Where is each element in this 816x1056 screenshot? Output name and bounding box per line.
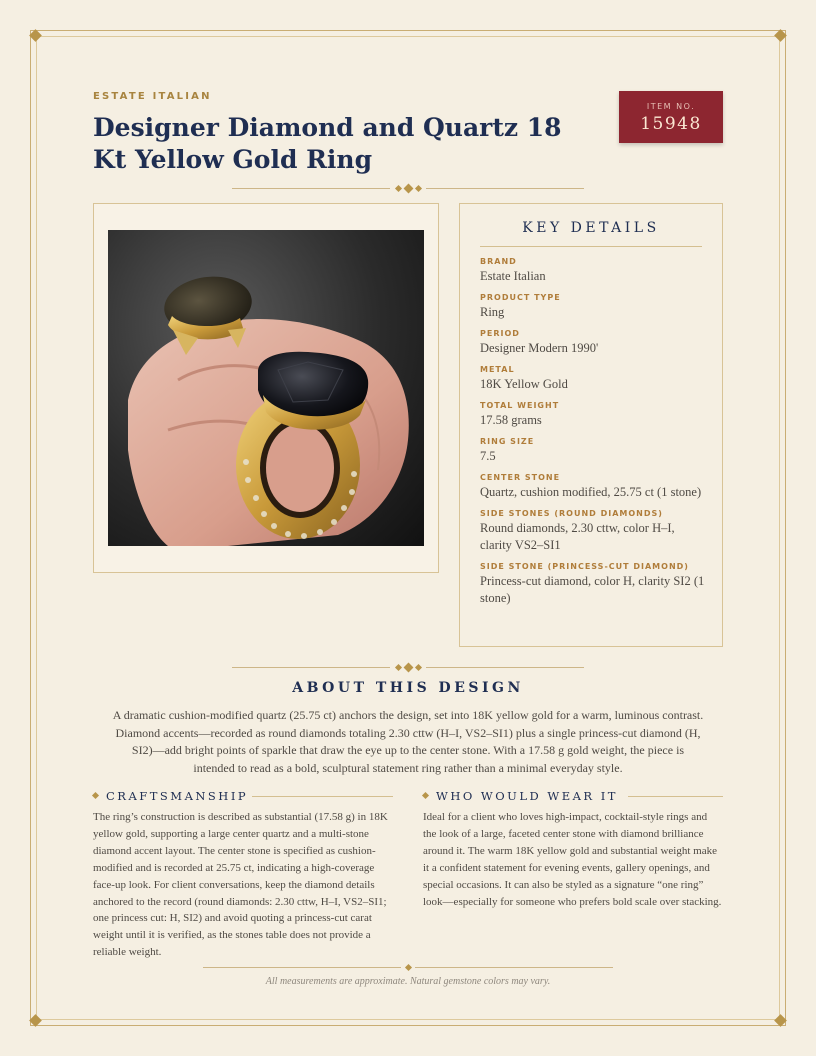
ring-photo-illustration [108, 230, 424, 546]
detail-label: RING SIZE [480, 437, 535, 446]
diamond-bullet-icon [92, 792, 99, 799]
craftsmanship-heading [93, 789, 248, 803]
about-title: ABOUT THIS DESIGN [292, 680, 524, 696]
detail-label: CENTER STONE [480, 473, 561, 482]
detail-label: TOTAL WEIGHT [480, 401, 560, 410]
detail-label: SIDE STONE (PRINCESS-CUT DIAMOND) [480, 562, 689, 571]
who-wears-title: WHO WOULD WEAR IT [436, 789, 618, 803]
detail-value: Ring [480, 305, 505, 319]
detail-label: METAL [480, 365, 515, 374]
diamond-ornament-icon [405, 964, 412, 971]
product-photo [108, 230, 424, 546]
diamond-ornament-icon [415, 185, 422, 192]
who-wears-text: Ideal for a client who loves high-impact, cocktail-style rings and the look of a large, faceted center stone with diamond brilliance around it. The warm 18K yellow gold and substantial weight make it a confident statement for evening events, gallery openings, and special occasions. It can also be styled as a signature “one ring” look—especially for someone who prefers bold scale over stacking. [423, 811, 722, 908]
diamond-ornament-icon [404, 184, 414, 194]
detail-row [480, 256, 708, 285]
detail-value: Quartz, cushion modified, 25.75 ct (1 stone) [480, 485, 702, 499]
detail-value: Designer Modern 1990' [480, 341, 599, 355]
product-photo-card [93, 203, 439, 573]
brand-eyebrow: ESTATE ITALIAN [93, 91, 212, 102]
key-details-title: KEY DETAILS [522, 220, 660, 236]
detail-row [480, 508, 708, 554]
detail-row [480, 400, 708, 429]
detail-value: 17.58 grams [480, 413, 542, 427]
item-number-label: ITEM NO. [646, 102, 696, 111]
detail-label: BRAND [480, 257, 517, 266]
title-divider [232, 184, 584, 194]
diamond-ornament-icon [404, 663, 414, 673]
footer-divider [203, 963, 613, 973]
detail-value: Estate Italian [480, 269, 546, 283]
detail-value: Round diamonds, 2.30 cttw, color H–I, clarity VS2–SI1 [480, 521, 675, 552]
page-title: Designer Diamond and Quartz 18 Kt Yellow Gold Ring [93, 113, 562, 174]
diamond-ornament-icon [415, 664, 422, 671]
detail-value: Princess-cut diamond, color H, clarity SI2 (1 stone) [480, 574, 705, 605]
diamond-ornament-icon [395, 185, 402, 192]
detail-row [480, 472, 708, 501]
detail-label: PERIOD [480, 329, 520, 338]
detail-label: SIDE STONES (ROUND DIAMONDS) [480, 509, 663, 518]
key-details-card [459, 203, 723, 647]
detail-value: 18K Yellow Gold [480, 377, 568, 391]
who-wears-rule [628, 796, 723, 797]
craftsmanship-title: CRAFTSMANSHIP [106, 789, 249, 803]
diamond-ornament-icon [395, 664, 402, 671]
item-number-value: 15948 [640, 114, 702, 134]
item-number-badge [619, 91, 723, 143]
detail-row [480, 292, 708, 321]
key-details-rule [480, 246, 702, 247]
detail-row [480, 364, 708, 393]
about-text: A dramatic cushion-modified quartz (25.75 ct) anchors the design, set into 18K yellow gold for a warm, luminous contrast. Diamond accents—recorded as round diamonds totaling 2.30 cttw (H–I, VS2–SI1) plus a single princess-cut diamond (H, SI2)—add bright points of sparkle that draw the eye up to the center stone. With a 17.58 g gold weight, the piece is intended to read as a bold, sculptural statement ring rather than a minimal everyday style. [112, 708, 704, 775]
detail-row [480, 328, 708, 357]
detail-row [480, 561, 708, 607]
detail-label: PRODUCT TYPE [480, 293, 561, 302]
footer-note: All measurements are approximate. Natural gemstone colors may vary. [265, 976, 551, 987]
diamond-bullet-icon [422, 792, 429, 799]
about-divider [232, 663, 584, 673]
craftsmanship-rule [252, 796, 393, 797]
key-details-list [480, 256, 708, 614]
who-wears-heading [423, 789, 618, 803]
craftsmanship-text: The ring’s construction is described as substantial (17.58 g) in 18K yellow gold, supporting a large center quartz and a multi-stone diamond accent layout. The center stone is specified as cushion-modified and is recorded at 25.75 ct, indicating a high-coverage face-up look. For client conversations, keep the diamond details anchored to the record (round diamonds: 2.30 cttw, H–I, VS2–SI1; one princess cut: H, SI2) and avoid quoting a princess-cut carat weight until it is verified, as the stones table does not provide a reliable weight. [93, 811, 388, 959]
detail-value: 7.5 [480, 449, 496, 463]
detail-row [480, 436, 708, 465]
